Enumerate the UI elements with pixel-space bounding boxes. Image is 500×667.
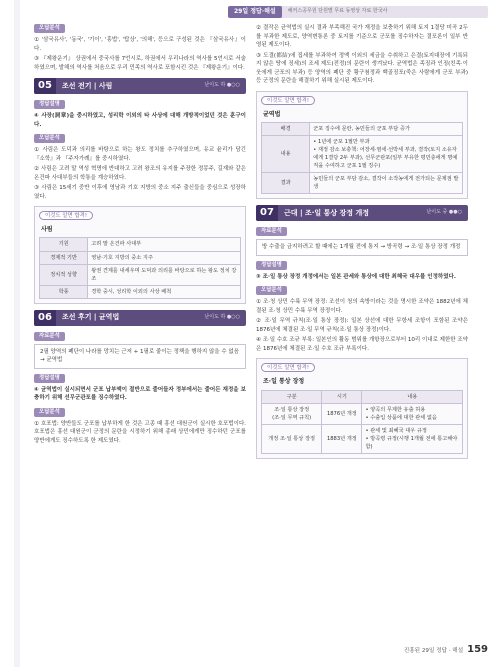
section-pill: 정답설명 xyxy=(256,261,287,270)
source-analysis-07 xyxy=(256,227,468,256)
gyunyeokbeop-table xyxy=(261,122,463,194)
table-cell: 1883년 개정 xyxy=(322,424,362,453)
day-tag: 29일 정답·해설 xyxy=(228,6,282,18)
wrong-analysis-06-cont xyxy=(256,24,468,86)
wrong-analysis-05 xyxy=(34,134,246,201)
source-analysis-06 xyxy=(34,332,246,369)
table-value-cell: 경학 중시, 성리학 이외의 사상 배척 xyxy=(88,285,241,298)
tip-box-gyunyeokbeop xyxy=(256,91,468,200)
section-pill: 자료분석 xyxy=(34,332,65,341)
question-header-05 xyxy=(34,78,246,94)
table-value-cell: 왕권 견제를 내세우며 도덕과 의리를 바탕으로 하는 왕도 정치 강조 xyxy=(88,264,241,285)
explanation-line: ④ 조·일 수호 조규 부록: 일본인의 활동 범위를 개항장으로부터 10리 이내로 제한한 조약은 1876년에 체결된 조·일 수호 조규 부록이다. xyxy=(256,337,468,352)
explanation-line: ③ 『제왕운기』 상권에서 중국사를 7언시로, 하권에서 우리나라의 역사를 5언시로 서술하였으며, 발해의 역사를 처음으로 우리 민족의 역사로 포함시킨 것은 『제왕운기』이다. xyxy=(34,56,246,71)
header-description: 해커스공무원 단원별 무료 동영상 자료 한국사 xyxy=(287,8,388,15)
table-cell: • 양곡의 무제한 유출 허용 • 수출입 상품에 대한 관세 없음 xyxy=(362,403,463,424)
table-row xyxy=(40,264,241,285)
section-pill: 정답설명 xyxy=(34,374,65,383)
table-cell: • 관세 및 최혜국 대우 규정 • 방곡령 규정(시행 1개월 전에 통고해야 함) xyxy=(362,424,463,453)
wrong-analysis-06 xyxy=(34,408,246,446)
answer-explanation-05 xyxy=(34,100,246,129)
wrong-analysis-07 xyxy=(256,286,468,353)
question-title: 근대 | 조·일 통상 장정 개정 xyxy=(284,208,370,217)
table-key-cell: 경제적 기반 xyxy=(40,251,88,264)
table-value-cell: • 1년에 군포 1필만 부과 • 재정 감소 보충책: 어장세·염세·선박세 부과, 결작(토지 소유자에게 1결당 2두 부과), 선무군관포(일부 부유한 평민층에게 명예직을 수여하고 군포 1필 징수) xyxy=(310,135,463,172)
source-summary-box: 방 수출을 금지하려고 할 때에는 1개월 전에 통지 → 방곡령 → 조·일 통상 장정 개정 xyxy=(256,239,468,256)
question-number: 06 xyxy=(34,310,56,326)
question-number: 07 xyxy=(256,205,278,221)
section-pill: 오답분석 xyxy=(34,24,65,33)
trade-regulations-table xyxy=(261,390,463,454)
footer-text: 진흥된 29일 정답 · 해설 xyxy=(403,647,464,654)
table-value-cell: 군포 징수에 문란, 농민들의 군포 부담 증가 xyxy=(310,122,463,135)
explanation-line: ③ 사림은 15세기 중반 이후에 영남과 기호 지방의 중소 지주 출신들을 중심으로 성장하였다. xyxy=(34,185,246,200)
section-pill: 오답분석 xyxy=(34,134,65,143)
difficulty-label: 난이도 하 ●○○ xyxy=(204,313,240,320)
section-pill: 오답분석 xyxy=(34,408,65,417)
question-header-07 xyxy=(256,205,468,221)
explanation-line: ② 사림은 고려 말 역성 혁명에 반대하고 고려 왕조의 유지를 주장한 정몽주, 길재와 같은 온건파 사대부들의 학통을 계승하였다. xyxy=(34,166,246,181)
question-title: 조선 전기 | 사림 xyxy=(62,81,113,90)
explanation-line: ③ 조·일 통상 장정 개정에서는 일본 관세와 통상에 대한 최혜국 대우를 인정하였다. xyxy=(256,273,456,280)
explanation-line: ③ 도결(都結)에 집세를 부과하여 정액 이외의 세금을 수취하고 은결(토지대장에 기록되지 않은 땅에 징세)의 조세 제도(전정)의 문란이 생겨났다. 균역법은 족징과 인징(친족·이웃에게 군포의 부과) 등 양역의 폐단 중 황구첨정과 백골징포(죽은 사람에게 군포 부과) 등 군정의 문란을 해결하기 위해 실시된 제도이다. xyxy=(256,52,468,85)
tip-table-title: 조·일 통상 장정 xyxy=(263,378,305,386)
explanation-line: ① 호포법: 양반들도 군포를 납부하게 한 것은 고종 때 흥선 대원군이 실시한 호포법이다. 호포법은 흥선 대원군이 군정의 문란을 시정하기 위해 종래 상민에게만 징수하던 군포를 양반에게도 징수하도록 한 제도였다. xyxy=(34,420,246,444)
table-cell: 개정 조·일 통상 장정 xyxy=(262,424,322,453)
tip-box-sarim xyxy=(34,206,246,304)
tip-label: 이것도 알면 합격! xyxy=(261,363,315,372)
page-number: 159 xyxy=(467,643,488,655)
table-row xyxy=(262,122,463,135)
table-row xyxy=(40,251,241,264)
table-key-cell: 기원 xyxy=(40,238,88,251)
explanation-line: ④ 사장(詞章)을 중시하였고, 성리학 이외의 타 사상에 대해 개방적이었던 것은 훈구이다. xyxy=(34,113,246,128)
section-pill: 정답설명 xyxy=(34,100,65,109)
page-header xyxy=(228,6,488,18)
explanation-line: ② 결작은 균역법의 실시 결과 부족해진 국가 재정을 보충하기 위해 토지 1결당 미곡 2두를 부과한 제도로, 양역변통론 중 토지를 기준으로 군포를 징수하자는 결포론이 일부 반영된 제도이다. xyxy=(256,25,468,49)
explanation-line: ① '삼국유사', '동국', '기이', '흥법', '탑상', '의해', 등으로 구성된 것은 『삼국유사』이다. xyxy=(34,37,246,52)
page-footer xyxy=(404,642,488,658)
explanation-line: ① 조·청 상민 수륙 무역 장정: 조선이 청의 속방이라는 것을 명시한 조약은 1882년에 체결된 조·청 상민 수륙 무역 장정이다. xyxy=(256,299,468,314)
table-key-cell: 학풍 xyxy=(40,285,88,298)
table-cell: 조·일 통상 장정 (조·일 무역 규칙) xyxy=(262,403,322,424)
table-row xyxy=(262,135,463,172)
table-value-cell: 영남·기호 지방의 중소 지주 xyxy=(88,251,241,264)
table-header-cell: 구분 xyxy=(262,390,322,403)
table-header-cell: 시기 xyxy=(322,390,362,403)
table-value-cell: 고려 말 온건파 사대부 xyxy=(88,238,241,251)
table-key-cell: 정치적 성향 xyxy=(40,264,88,285)
page-margin-strip xyxy=(14,0,20,667)
section-pill: 자료분석 xyxy=(256,227,287,236)
explanation-line: ① 사림은 도덕과 의리를 바탕으로 하는 왕도 정치를 추구하였으며, 유교 윤리가 담긴 『소학』과 『주자가례』를 중시하였다. xyxy=(34,147,246,162)
difficulty-label: 난이도 하 ●○○ xyxy=(204,82,240,89)
table-row xyxy=(262,403,463,424)
table-cell: 1876년 개정 xyxy=(322,403,362,424)
table-row xyxy=(262,173,463,194)
tip-label: 이것도 알면 합격! xyxy=(261,96,315,105)
table-key-cell: 내용 xyxy=(262,135,310,172)
tip-label: 이것도 알면 합격! xyxy=(39,211,93,220)
question-title: 조선 후기 | 균역법 xyxy=(62,313,120,322)
table-key-cell: 배경 xyxy=(262,122,310,135)
table-row xyxy=(40,238,241,251)
section-pill: 오답분석 xyxy=(256,286,287,295)
table-row xyxy=(262,424,463,453)
source-summary-box: 2필 양역의 폐단이 나라를 망치는 근저 + 1필로 줄이는 정책을 행하지 않을 수 없음 → 균역법 xyxy=(34,344,246,369)
difficulty-label: 난이도 중 ●●○ xyxy=(426,209,462,216)
tip-table-title: 사림 xyxy=(41,226,53,234)
wrong-analysis-04 xyxy=(34,24,246,72)
sarim-table xyxy=(39,237,241,298)
answer-explanation-06 xyxy=(34,374,246,403)
answer-explanation-07 xyxy=(256,261,468,282)
right-column xyxy=(256,24,468,465)
left-column xyxy=(34,24,246,450)
tip-box-trade-regulations xyxy=(256,358,468,459)
table-header-cell: 내용 xyxy=(362,390,463,403)
question-header-06 xyxy=(34,310,246,326)
table-row xyxy=(40,285,241,298)
table-key-cell: 결과 xyxy=(262,173,310,194)
explanation-line: ② 조·일 무역 규칙(조·일 통상 장정): 일본 상선에 대한 무항세 조항이 포함된 조약은 1876년에 체결된 조·일 무역 규칙(조·일 통상 장정)이다. xyxy=(256,318,468,333)
explanation-line: ④ 균역법이 실시되면서 군포 납부액이 절반으로 줄어들자 정부에서는 줄어든 재정을 보충하기 위해 선무군관포를 징수하였다. xyxy=(34,386,246,402)
tip-table-title: 균역법 xyxy=(263,110,281,118)
table-value-cell: 농민들의 군포 부담 감소, 결작이 소작농에게 전가되는 문제점 발생 xyxy=(310,173,463,194)
question-number: 05 xyxy=(34,78,56,94)
